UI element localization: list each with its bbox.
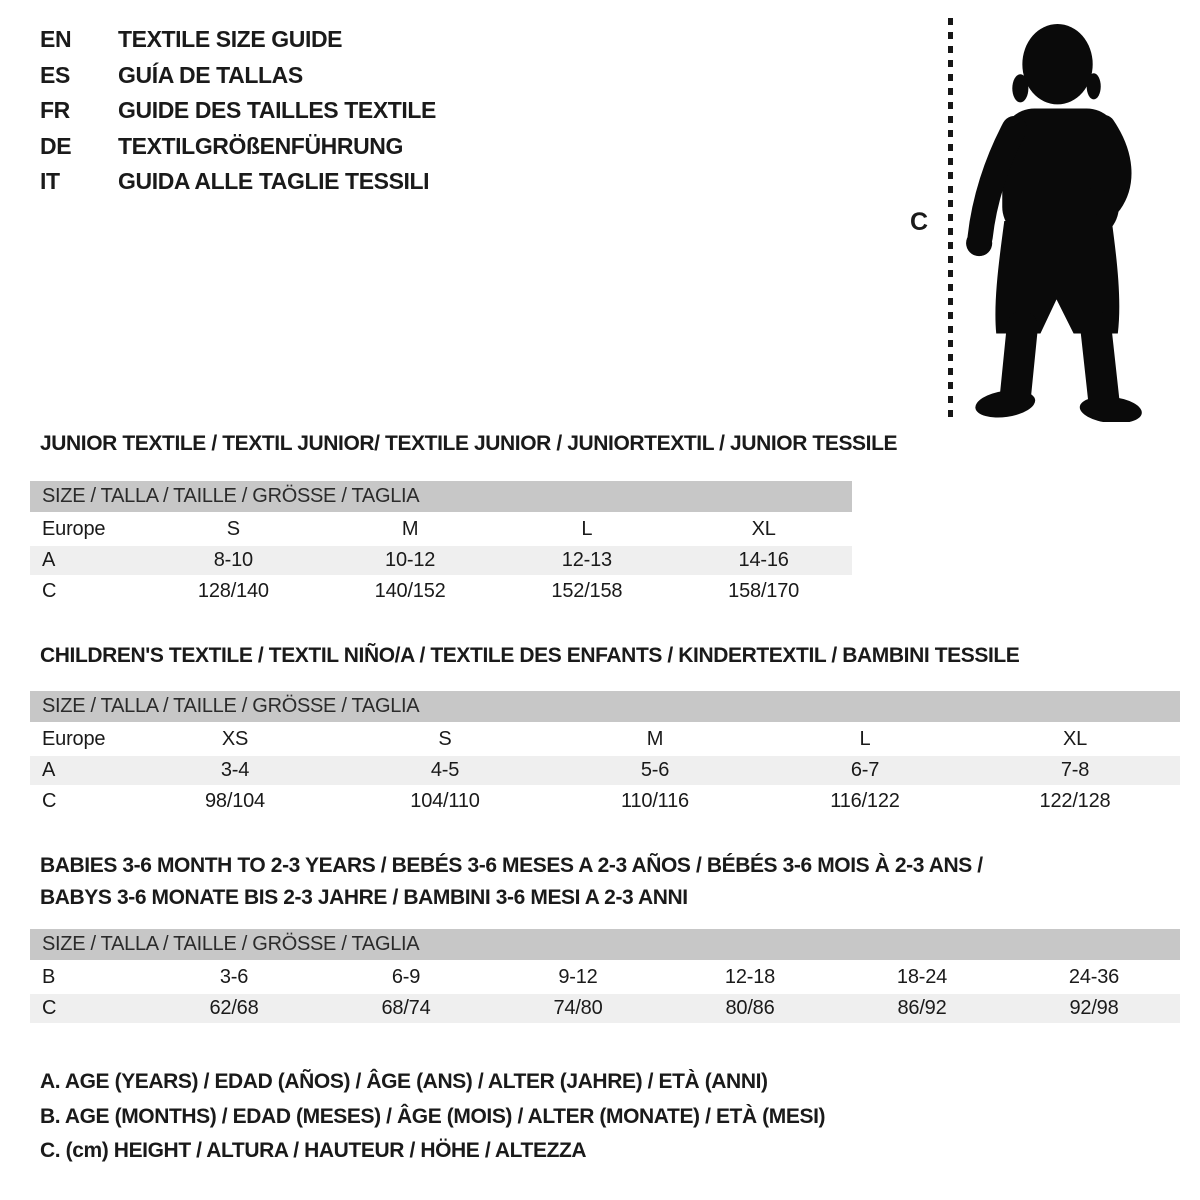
footnote-age-months: B. AGE (MONTHS) / EDAD (MESES) / ÂGE (MOIS) / ALTER (MONATE) / ETÀ (MESI): [40, 1105, 826, 1128]
table-cell: M: [401, 518, 419, 540]
row-label: C: [42, 997, 57, 1019]
language-code: FR: [40, 97, 70, 123]
size-header-bar: SIZE / TALLA / TAILLE / GRÖSSE / TAGLIA: [30, 481, 852, 512]
table-cell: 110/116: [621, 790, 689, 812]
guide-title-es: GUÍA DE TALLAS: [118, 61, 303, 88]
table-row-height: [30, 787, 1180, 816]
footnote-height-cm: C. (cm) HEIGHT / ALTURA / HAUTEUR / HÖHE / ALTEZZA: [40, 1139, 587, 1162]
table-cell: 140/152: [374, 580, 446, 602]
table-cell: 3-6: [219, 966, 249, 988]
table-cell: S: [226, 518, 240, 540]
row-label: B: [42, 966, 56, 988]
table-cell: L: [859, 728, 871, 750]
size-header-bar: SIZE / TALLA / TAILLE / GRÖSSE / TAGLIA: [30, 929, 1180, 960]
guide-title-fr: GUIDE DES TAILLES TEXTILE: [118, 97, 436, 123]
table-cell: XS: [221, 728, 249, 750]
table-row-age-months: [30, 963, 1180, 992]
baby-silhouette-icon: [962, 20, 1142, 422]
table-cell: 12-18: [724, 966, 776, 988]
guide-title-it: GUIDA ALLE TAGLIE TESSILI: [118, 168, 430, 194]
footnote-age-years: A. AGE (YEARS) / EDAD (AÑOS) / ÂGE (ANS) / ALTER (JAHRE) / ETÀ (ANNI): [40, 1070, 768, 1093]
table-cell: 5-6: [640, 759, 670, 781]
table-row-age: [30, 546, 852, 575]
height-measure-label: C: [910, 208, 929, 236]
language-code: IT: [40, 168, 60, 194]
table-row-europe: [30, 515, 852, 544]
language-code: ES: [40, 61, 70, 88]
table-cell: 158/170: [728, 580, 800, 602]
language-code: DE: [40, 132, 72, 159]
language-row: [40, 93, 436, 129]
table-cell: 122/128: [1039, 790, 1111, 812]
row-label: Europe: [42, 728, 106, 750]
guide-title-en: TEXTILE SIZE GUIDE: [118, 26, 343, 52]
size-header-bar: SIZE / TALLA / TAILLE / GRÖSSE / TAGLIA: [30, 691, 1180, 722]
row-label: C: [42, 790, 57, 812]
table-cell: 4-5: [430, 759, 460, 781]
guide-title-de: TEXTILGRÖßENFÜHRUNG: [118, 132, 403, 159]
babies-section-heading-line1: BABIES 3-6 MONTH TO 2-3 YEARS / BEBÉS 3-6 MESES A 2-3 AÑOS / BÉBÉS 3-6 MOIS À 2-3 ANS /: [40, 854, 983, 877]
table-cell: 86/92: [897, 997, 947, 1019]
table-cell: S: [438, 728, 452, 750]
row-label: A: [42, 759, 56, 781]
table-cell: XL: [751, 518, 776, 540]
language-code: EN: [40, 26, 72, 52]
table-cell: 128/140: [197, 580, 269, 602]
children-size-table: [30, 691, 1180, 818]
row-label: Europe: [42, 518, 106, 540]
row-label: A: [42, 549, 56, 571]
babies-section-heading-line2: BABYS 3-6 MONATE BIS 2-3 JAHRE / BAMBINI 3-6 MESI A 2-3 ANNI: [40, 886, 688, 909]
table-cell: 12-13: [561, 549, 612, 571]
table-cell: 116/122: [830, 790, 900, 812]
table-cell: 62/68: [209, 997, 259, 1019]
table-cell: 3-4: [220, 759, 250, 781]
language-title-list: [40, 22, 436, 200]
children-section-heading: CHILDREN'S TEXTILE / TEXTIL NIÑO/A / TEXTILE DES ENFANTS / KINDERTEXTIL / BAMBINI TESSILE: [40, 644, 1020, 667]
table-cell: 24-36: [1068, 966, 1120, 988]
table-row-height: [30, 994, 1180, 1023]
junior-section-heading: JUNIOR TEXTILE / TEXTIL JUNIOR/ TEXTILE JUNIOR / JUNIORTEXTIL / JUNIOR TESSILE: [40, 432, 898, 455]
language-row: [40, 129, 436, 165]
height-dashed-line: [948, 18, 953, 418]
table-cell: M: [646, 728, 664, 750]
table-cell: 152/158: [551, 580, 623, 602]
table-cell: 6-7: [850, 759, 880, 781]
table-cell: L: [581, 518, 593, 540]
junior-size-table: [30, 481, 852, 608]
table-cell: 74/80: [553, 997, 603, 1019]
table-cell: 92/98: [1069, 997, 1119, 1019]
table-cell: 98/104: [205, 790, 265, 812]
table-cell: 80/86: [725, 997, 775, 1019]
table-cell: 7-8: [1060, 759, 1090, 781]
table-row-height: [30, 577, 852, 606]
table-cell: 10-12: [385, 549, 436, 571]
language-row: [40, 164, 436, 200]
row-label: C: [42, 580, 57, 602]
table-cell: 8-10: [213, 549, 253, 571]
table-cell: 9-12: [558, 966, 598, 988]
table-cell: 18-24: [896, 966, 948, 988]
table-cell: 104/110: [410, 790, 480, 812]
table-cell: 68/74: [381, 997, 431, 1019]
table-cell: XL: [1062, 728, 1088, 750]
table-row-age: [30, 756, 1180, 785]
language-row: [40, 22, 436, 58]
table-cell: 6-9: [391, 966, 421, 988]
table-row-europe: [30, 725, 1180, 754]
table-cell: 14-16: [738, 549, 789, 571]
language-row: [40, 58, 436, 94]
babies-size-table: [30, 929, 1180, 1025]
